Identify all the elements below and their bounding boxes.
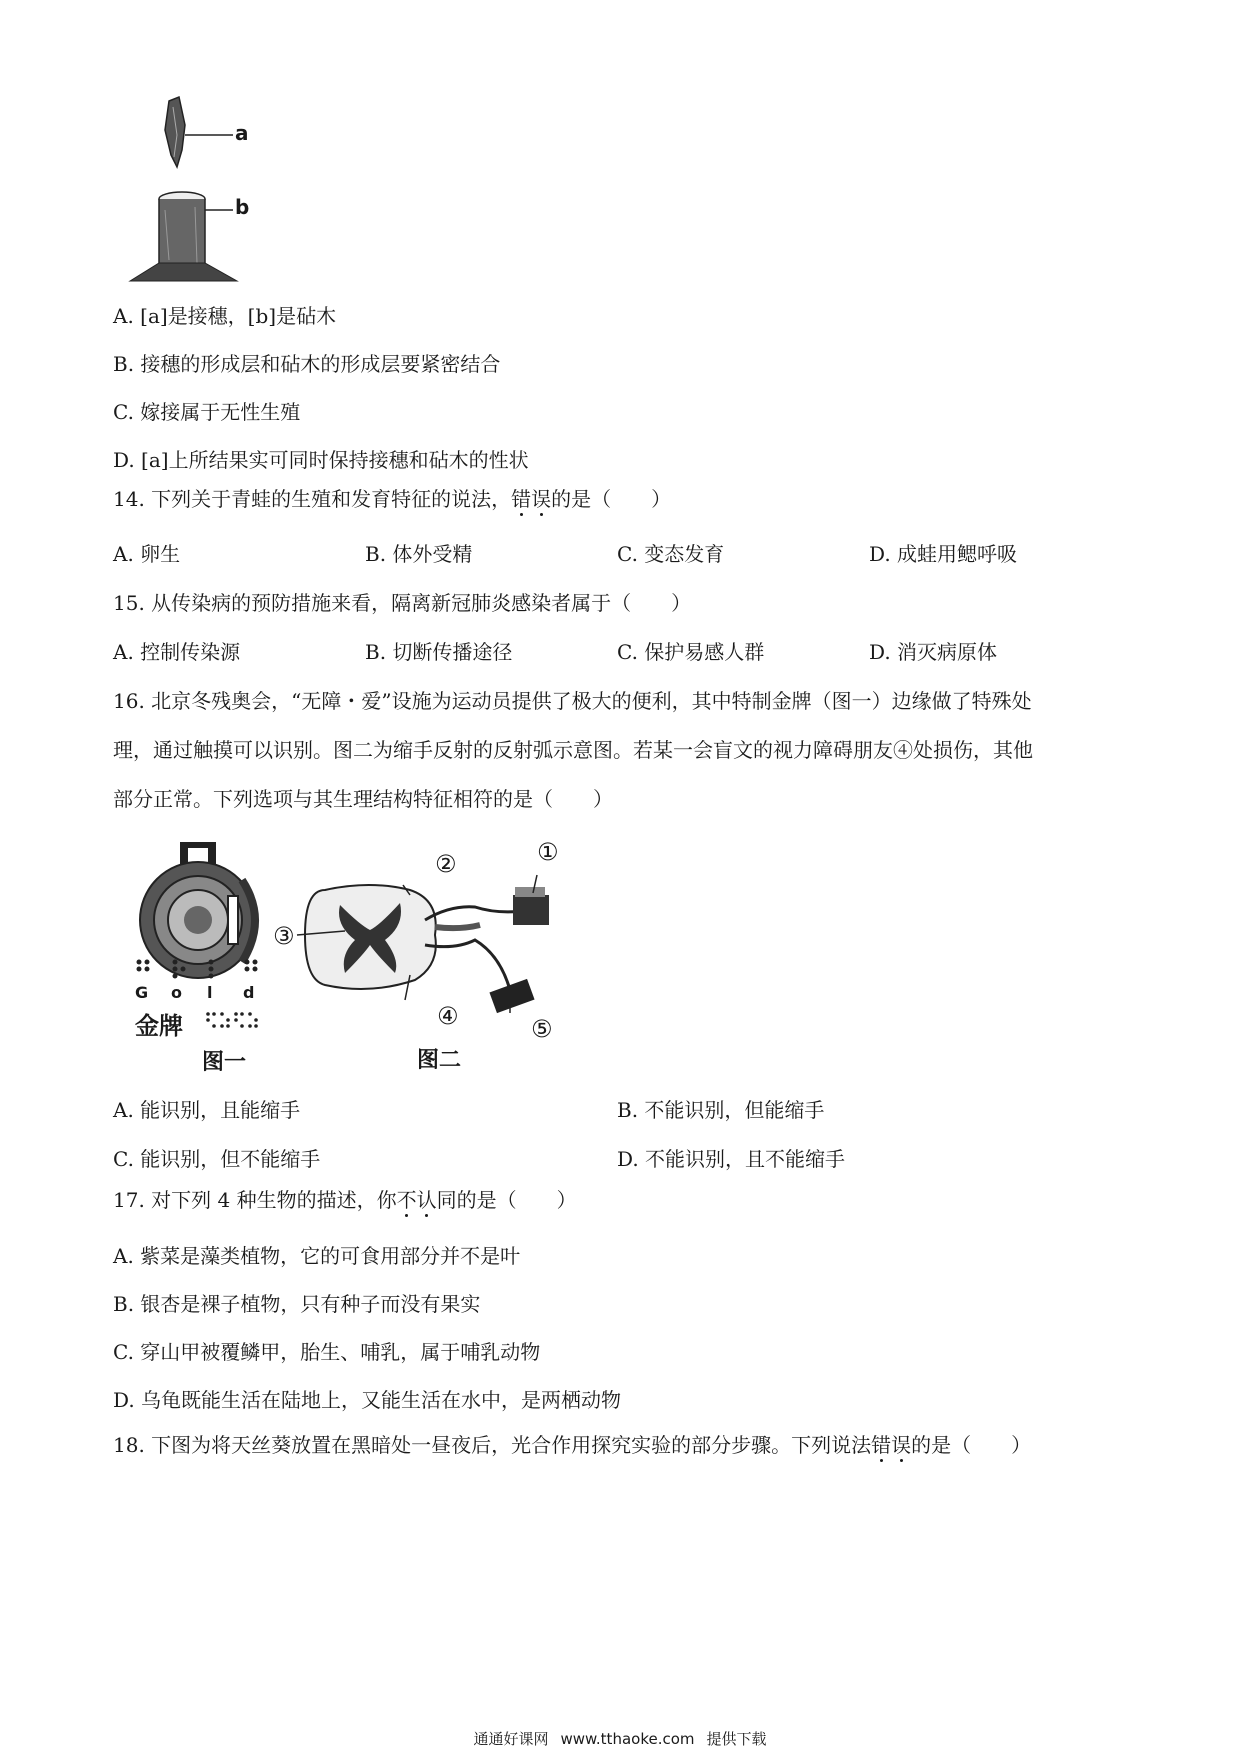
q16-option-c: C. 能识别，但不能缩手 [113, 1147, 321, 1171]
q15-option-c: C. 保护易感人群 [617, 640, 765, 664]
marker-4: ④ [437, 1002, 459, 1030]
figure-2-reflex-arc [273, 835, 570, 1075]
emphasis-char: 错 [871, 1433, 892, 1457]
q15-stem: 15. 从传染病的预防措施来看，隔离新冠肺炎感染者属于（ ） [113, 591, 692, 615]
q15-option-d: D. 消灭病原体 [869, 640, 998, 664]
q14-option-a: A. 卵生 [113, 542, 181, 566]
q14-option-d: D. 成蛙用鳃呼吸 [869, 542, 1018, 566]
q18-stem: 18. 下图为将天丝葵放置在黑暗处一昼夜后，光合作用探究实验的部分步骤。下列说法错误的是（ ） [113, 1433, 1032, 1457]
q16-stem-line-1: 16. 北京冬残奥会，“无障・爱”设施为运动员提供了极大的便利，其中特制金牌（图一）边缘做了特殊处 [113, 689, 1032, 713]
q15-option-a: A. 控制传染源 [113, 640, 241, 664]
marker-1: ① [537, 838, 559, 866]
label-b: b [235, 195, 250, 219]
medal-text: 金牌 [135, 1012, 183, 1040]
braille-dots [135, 958, 270, 980]
figure-1-caption: 图一 [202, 1050, 247, 1075]
q17-option-b: B. 银杏是裸子植物，只有种子而没有果实 [113, 1292, 481, 1316]
marker-2: ② [435, 850, 457, 878]
emphasis-char: 认 [416, 1188, 437, 1212]
q16-stem-line-3: 部分正常。下列选项与其生理结构特征相符的是（ ） [113, 787, 613, 811]
page-footer [0, 1728, 1240, 1749]
graft-diagram [125, 95, 275, 285]
figure-1-medal: G o l d 金牌 图一 [130, 840, 275, 1070]
graft-figure [125, 95, 275, 285]
emphasis-char: 误 [891, 1433, 912, 1457]
emphasis-char: 错 [511, 487, 532, 511]
q17-option-d: D. 乌龟既能生活在陆地上，又能生活在水中，是两栖动物 [113, 1388, 622, 1412]
q14-option-b: B. 体外受精 [365, 542, 473, 566]
label-a: a [235, 121, 249, 145]
q16-option-a: A. 能识别，且能缩手 [113, 1098, 301, 1122]
footer-site: 通通好课网 [473, 1730, 549, 1748]
q17-stem: 17. 对下列 4 种生物的描述，你不认同的是（ ） [113, 1188, 577, 1212]
reflex-arc-diagram [285, 835, 570, 1035]
q16-stem-line-2: 理，通过触摸可以识别。图二为缩手反射的反射弧示意图。若某一会盲文的视力障碍朋友④处损伤，其他 [113, 738, 1033, 762]
footer-url[interactable]: www.tthaoke.com [560, 1730, 695, 1748]
graft-option-c: C. 嫁接属于无性生殖 [113, 400, 301, 424]
graft-option-a: A. [a]是接穗，[b]是砧木 [113, 304, 337, 328]
q14-option-c: C. 变态发育 [617, 542, 725, 566]
figure-2-caption: 图二 [417, 1048, 462, 1073]
graft-option-b: B. 接穗的形成层和砧木的形成层要紧密结合 [113, 352, 501, 376]
marker-3: ③ [273, 922, 295, 950]
emphasis-char: 误 [531, 487, 552, 511]
marker-5: ⑤ [531, 1015, 553, 1043]
q16-option-b: B. 不能识别，但能缩手 [617, 1098, 825, 1122]
q14-stem: 14. 下列关于青蛙的生殖和发育特征的说法，错误的是（ ） [113, 487, 672, 511]
q17-option-c: C. 穿山甲被覆鳞甲，胎生、哺乳，属于哺乳动物 [113, 1340, 541, 1364]
graft-option-d: D. [a]上所结果实可同时保持接穗和砧木的性状 [113, 448, 529, 472]
braille-small-dots [205, 1010, 265, 1034]
q15-option-b: B. 切断传播途径 [365, 640, 513, 664]
braille-row [135, 958, 275, 984]
footer-note: 提供下载 [706, 1730, 767, 1748]
emphasis-char: 不 [396, 1188, 417, 1212]
q16-option-d: D. 不能识别，且不能缩手 [617, 1147, 846, 1171]
q17-option-a: A. 紫菜是藻类植物，它的可食用部分并不是叶 [113, 1244, 521, 1268]
